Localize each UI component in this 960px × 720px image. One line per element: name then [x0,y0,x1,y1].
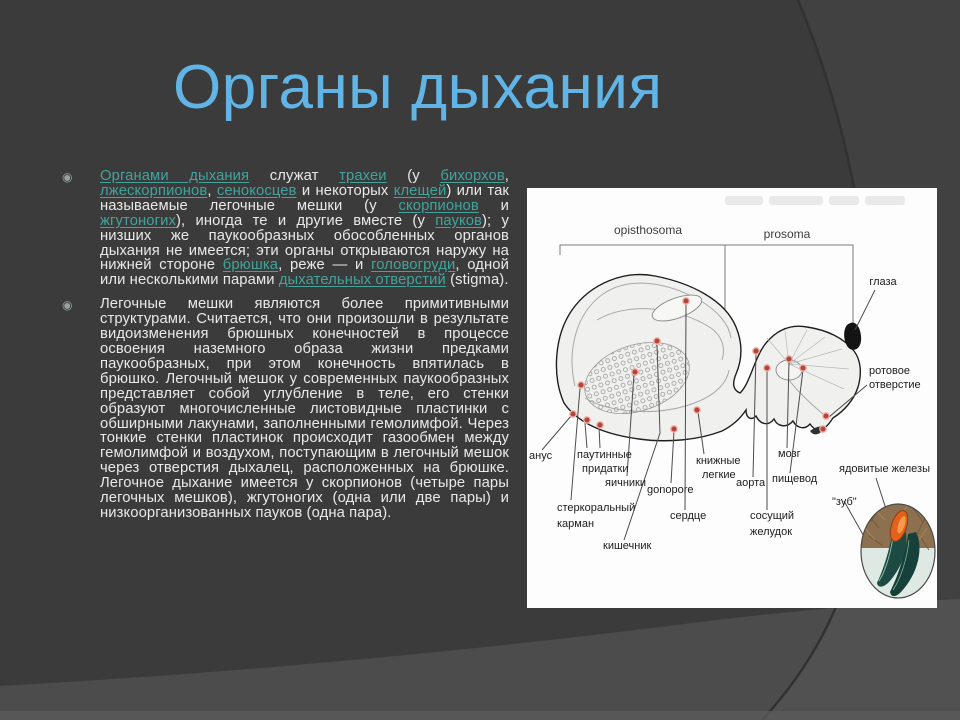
label-ovaries: яичники [605,477,647,489]
hyperlink[interactable]: головогруди [371,257,456,274]
hyperlink[interactable]: бихорхов [440,168,505,184]
label-brain: мозг [778,448,801,460]
label-mouth-opening-2: отверстие [869,379,921,391]
label-stercoral-pocket-2: карман [557,518,595,530]
hyperlink[interactable]: брюшка [222,257,279,274]
label-intestine: кишечник [603,540,652,552]
hyperlink[interactable]: Органами дыхания [100,168,250,184]
hyperlink[interactable]: пауков [435,212,483,229]
text-segment: и [478,197,509,214]
text-segment: , одной или несколькими парами [100,257,509,289]
text-segment: ), иногда те и другие вместе (у [176,212,436,229]
hyperlink[interactable]: сенокосцев [216,182,297,199]
slide-title: Органы дыхания [173,53,663,122]
text-segment: Легочные мешки являются более примитивными структурами. Считается, что они произошли в результате видоизменения брюшных конечностей в процессе освоения наземного образа жизни предками паукообразных, при этом конечность впятилась в брюшко. Легочный мешок у современных паукообразных представляет собой углубление в теле, его стенки образуют многочисленные листовидные пластинки с обширными лакунами, заполненными гемолимфой. Через тонкие стенки пластинок происходит газообмен между гемолимфой и воздухом, поступающим в легочный мешок через отверстия дыхалец, расположенных на брюшке. Легочное дыхание имеется у скорпионов (четыре пары легочных мешков), жгутоногих (одна или две пары) и низкоорганизованных пауков (одна пара). [100,296,509,521]
label-anus: анус [529,450,553,462]
text-segment: служат [249,168,340,184]
text-segment: , [504,168,509,184]
bullet-marker-icon: ◉ [62,298,73,313]
text-segment: ) или так называемые легочные мешки (у [100,182,509,214]
label-esophagus: пищевод [772,473,818,485]
text-segment: (у [386,168,441,184]
label-aorta: аорта [736,477,766,489]
bullet-paragraph-2 [100,297,509,521]
spider-anatomy-diagram [527,188,937,608]
bullet-marker-icon: ◉ [62,170,73,184]
text-segment: ); у низших же паукообразных обособленных органов дыхания не имеется; эти органы открываются наружу на нижней стороне [100,212,509,274]
label-eyes: глаза [869,276,897,288]
label-sucking-stomach-2: желудок [750,526,793,538]
label-book-lungs: книжные [696,455,741,467]
watermark-ghost [725,196,905,205]
label-spinnerets-2: придатки [582,463,629,475]
label-gonopore: gonopore [647,484,694,496]
hyperlink[interactable]: дыхательных отверстий [278,272,446,289]
text-segment: (stigma). [445,272,509,289]
text-segment: , [207,182,217,199]
bullet-item-2 [57,297,509,521]
text-segment: и некоторых [296,182,394,199]
label-heart: сердце [670,510,707,522]
text-placeholder [57,169,509,530]
diagram-panel [527,188,937,608]
hyperlink[interactable]: трахеи [339,168,387,184]
label-tooth: "зуб" [832,496,857,508]
hyperlink[interactable]: лжескорпионов [100,182,208,199]
hyperlink[interactable]: жгутоногих [100,212,176,229]
spider-body-outline [556,275,860,441]
bottom-edge-strip [0,711,960,720]
label-spinnerets: паутинные [577,449,632,461]
label-prosoma: prosoma [763,227,811,241]
bullet-item-1 [57,169,509,288]
label-venom-glands: ядовитые железы [839,463,930,475]
label-sucking-stomach: сосущий [750,510,795,522]
bullet-paragraph-1 [100,169,509,288]
label-book-lungs-2: легкие [702,469,736,481]
fang-inset-photo [861,504,937,603]
hyperlink[interactable]: клещей [393,182,447,199]
label-mouth-opening: ротовое [869,365,910,377]
text-segment: , реже — и [278,257,372,274]
label-opisthosoma: opisthosoma [613,223,683,237]
label-stercoral-pocket: стеркоральный [557,502,636,514]
hyperlink[interactable]: скорпионов [398,197,479,214]
